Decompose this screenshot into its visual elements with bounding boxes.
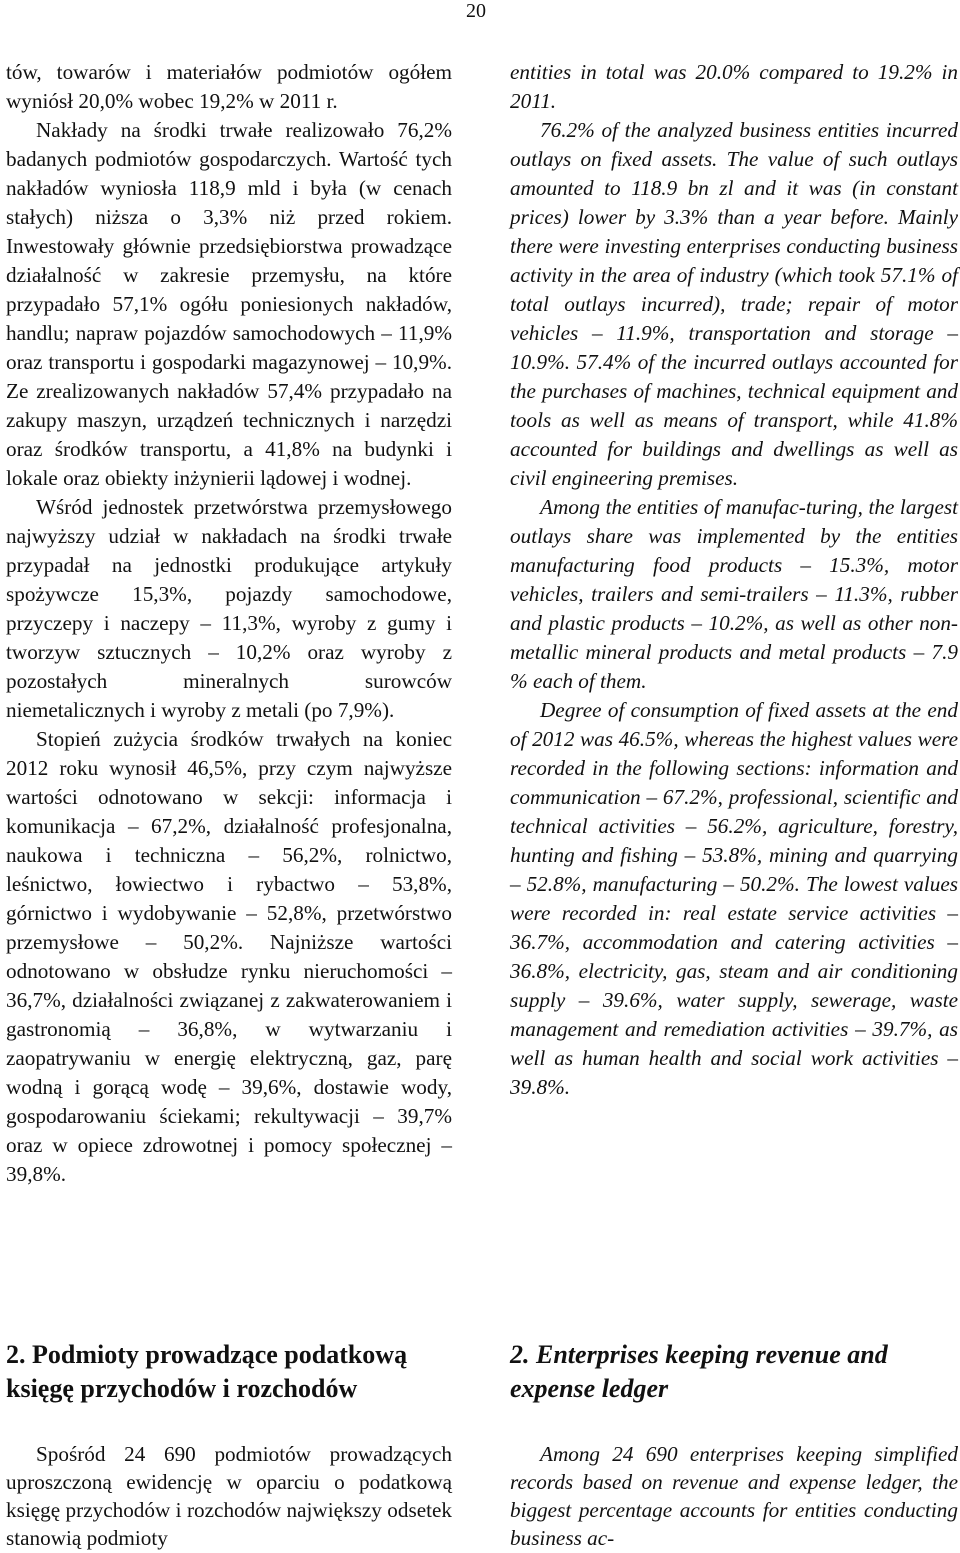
- polish-column: [6, 58, 452, 1189]
- polish-bottom-paragraph: Spośród 24 690 podmiotów prowadzących uproszczoną ewidencję w oparciu o podatkową księgę przychodów i rozchodów największy odsetek stanowią podmioty: [6, 1442, 452, 1550]
- polish-bottom-text: [6, 1440, 452, 1552]
- english-paragraph-3: Among the entities of manufac-turing, the largest outlays share was implemented by the entities manufacturing food products – 15.3%, motor vehicles, trailers and semi-trailers – 11.3%, rubber and plastic products – 10.2%, as well as other non-metallic mineral products and metal products – 7.9 % each of them.: [510, 495, 958, 693]
- polish-paragraph-3: Wśród jednostek przetwórstwa przemysłowego najwyższy udział w nakładach na środki trwałe przypadał na jednostki produkujące artykuły spożywcze 15,3%, pojazdy samochodowe, przyczepy i naczepy – 11,3%, wyroby z gumy i tworzyw sztucznych – 10,2% oraz wyroby z pozostałych mineralnych surowców niemetalicznych i wyroby z metali (po 7,9%).: [6, 495, 452, 722]
- polish-paragraph-2: Nakłady na środki trwałe realizowało 76,2% badanych podmiotów gospodarczych. Wartość tych nakładów wyniosła 118,9 mld i była (w cenach stałych) niższa o 3,3% niż przed rokiem. Inwestowały głównie przedsiębiorstwa prowadzące działalność w zakresie przemysłu, na które przypadało 57,1% ogółu poniesionych nakładów, handlu; napraw pojazdów samochodowych – 11,9% oraz transportu i gospodarki magazynowej – 10,9%. Ze zrealizowanych nakładów 57,4% przypadało na zakupy maszyn, urządzeń technicznych i narzędzi oraz środków transportu, a 41,8% na budynki i lokale oraz obiekty inżynierii lądowej i wodnej.: [6, 118, 452, 490]
- polish-paragraph-4: Stopień zużycia środków trwałych na koniec 2012 roku wynosił 46,5%, przy czym najwyższe wartości odnotowano w sekcji: informacja i komunikacja – 67,2%, działalność profesjonalna, naukowa i techniczna – 56,2%, rolnictwo, leśnictwo, łowiectwo i rybactwo – 53,8%, górnictwo i wydobywanie – 52,8%, przetwórstwo przemysłowe – 50,2%. Najniższe wartości odnotowano w obsłudze rynku nieruchomości – 36,7%, działalności związanej z zakwaterowaniem i gastronomią – 36,8%, w wytwarzaniu i zaopatrywaniu w energię elektryczną, gaz, parę wodną i gorącą wodę – 39,6%, dostawie wody, gospodarowaniu ściekami; rekultywacji – 39,7% oraz w opiece zdrowotnej i pomocy społecznej – 39,8%.: [6, 727, 452, 1186]
- english-bottom-text: [510, 1440, 958, 1552]
- polish-section-heading: 2. Podmioty prowadzące podatkową księgę przychodów i rozchodów: [6, 1340, 408, 1403]
- english-paragraph-2: 76.2% of the analyzed business entities incurred outlays on fixed assets. The value of such outlays amounted to 118.9 bn zl and it was (in constant prices) lower by 3.3% than a year before. Mainly there were investing enterprises conducting business activity in the area of industry (which took 57.1% of total outlays incurred), trade; repair of motor vehicles – 11.9%, transportation and storage – 10.9%. 57.4% of the incurred outlays accounted for the purchases of machines, technical equipment and tools as well as means of transport, while 41.8% accounted for buildings and dwellings as well as civil engineering premises.: [510, 118, 958, 490]
- page-number: 20: [466, 0, 486, 22]
- english-paragraph-1: entities in total was 20.0% compared to 19.2% in 2011.: [510, 60, 958, 113]
- english-column: [510, 58, 958, 1102]
- english-paragraph-4: Degree of consumption of fixed assets at the end of 2012 was 46.5%, whereas the highest values were recorded in the following sections: information and communication – 67.2%, professional, scientific and technical activities – 56.2%, agriculture, forestry, hunting and fishing – 53.8%, mining and quarrying – 52.8%, manufacturing – 50.2%. The lowest values were recorded in: real estate service activities – 36.7%, accommodation and catering activities – 36.8%, electricity, gas, steam and air conditioning supply – 39.6%, water supply, sewerage, waste management and remediation activities – 39.7%, as well as human health and social work activities – 39.8%.: [510, 698, 958, 1099]
- english-bottom-paragraph: Among 24 690 enterprises keeping simplified records based on revenue and expense ledger, the biggest percentage accounts for entities conducting business ac-: [510, 1442, 958, 1550]
- english-section-heading: 2. Enterprises keeping revenue and expense ledger: [510, 1340, 888, 1403]
- polish-paragraph-1: tów, towarów i materiałów podmiotów ogółem wyniósł 20,0% wobec 19,2% w 2011 r.: [6, 60, 452, 113]
